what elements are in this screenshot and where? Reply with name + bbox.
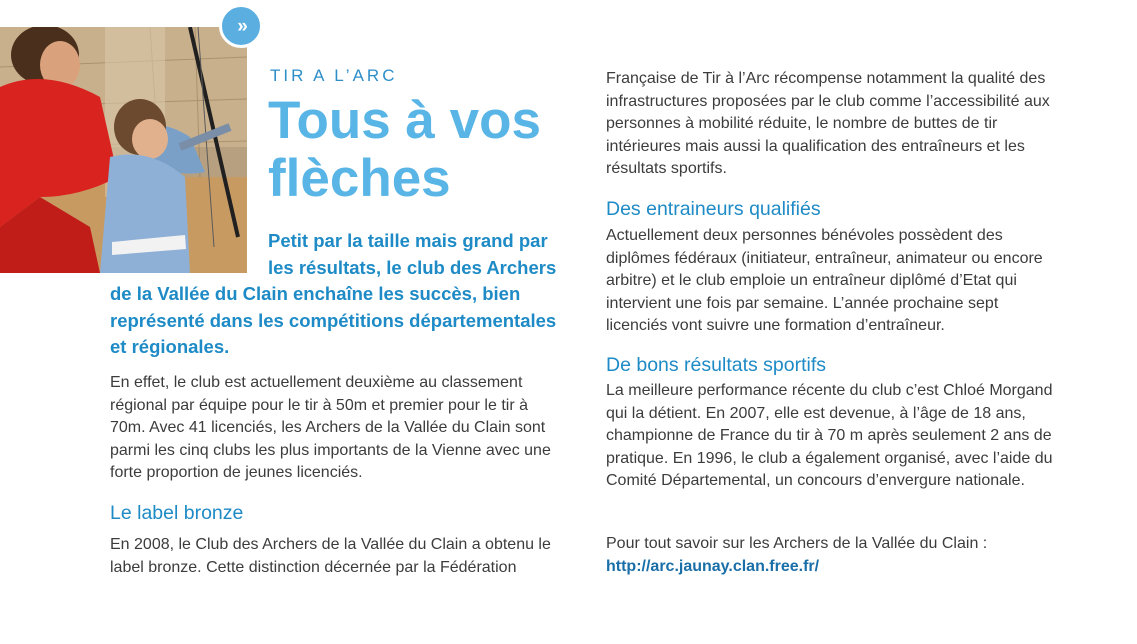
info-block: [606, 533, 1058, 578]
paragraph-coaches: Actuellement deux personnes bénévoles possèdent des diplômes fédéraux (initiateur, entraîneur, animateur ou encore arbitre) et le club emploie un entraîneur diplômé d’Etat qui intervient une fois par semaine. L’année prochaine sept licenciés vont suivre une formation d’entraîneur.: [606, 227, 1043, 335]
heading-label-bronze: Le label bronze: [110, 502, 244, 524]
paragraph-results: La meilleure performance récente du club c’est Chloé Morgand qui la détient. En 2007, elle est devenue, à l’âge de 18 ans, championne de France du tir à 70 m après seulement 2 ans de pratique. En 1996, le club a également organisé, avec l’aide du Comité Départemental, un concours d’envergure nationale.: [606, 382, 1053, 490]
paragraph-label-bronze: En 2008, le Club des Archers de la Vallée du Clain a obtenu le label bronze. Cette distinction décernée par la Fédération: [110, 536, 551, 576]
club-website-link[interactable]: http://arc.jaunay.clan.free.fr/: [606, 557, 820, 575]
lead-text: Petit par la taille mais grand par les résultats, le club des Archers de la Vallée du Clain enchaîne les succès, bien représenté dans les compétitions départementales et régionales.: [110, 230, 557, 357]
paragraph-ranking: En effet, le club est actuellement deuxième au classement régional par équipe pour le tir à 50m et premier pour le tir à 70m. Avec 41 licenciés, les Archers de la Vallée du Clain sont parmi les cinq clubs les plus importants de la Vienne avec une forte proportion de jeunes licenciés.: [110, 374, 551, 482]
heading-results: De bons résultats sportifs: [606, 354, 827, 376]
article-lead: [110, 228, 570, 361]
double-chevron-right-icon[interactable]: »: [219, 4, 263, 48]
section-kicker: TIR A L’ARC: [270, 66, 398, 85]
paragraph-label-continued: Française de Tir à l’Arc récompense notamment la qualité des infrastructures proposées par le club comme l’accessibilité aux personnes à mobilité réduite, le nombre de buttes de tir intérieures mais aussi la qualification des entraîneurs et les résultats sportifs.: [606, 70, 1050, 178]
article-title: Tous à vos flèches: [268, 91, 541, 208]
heading-coaches: Des entraineurs qualifiés: [606, 198, 821, 220]
info-text: Pour tout savoir sur les Archers de la Vallée du Clain :: [606, 535, 988, 552]
